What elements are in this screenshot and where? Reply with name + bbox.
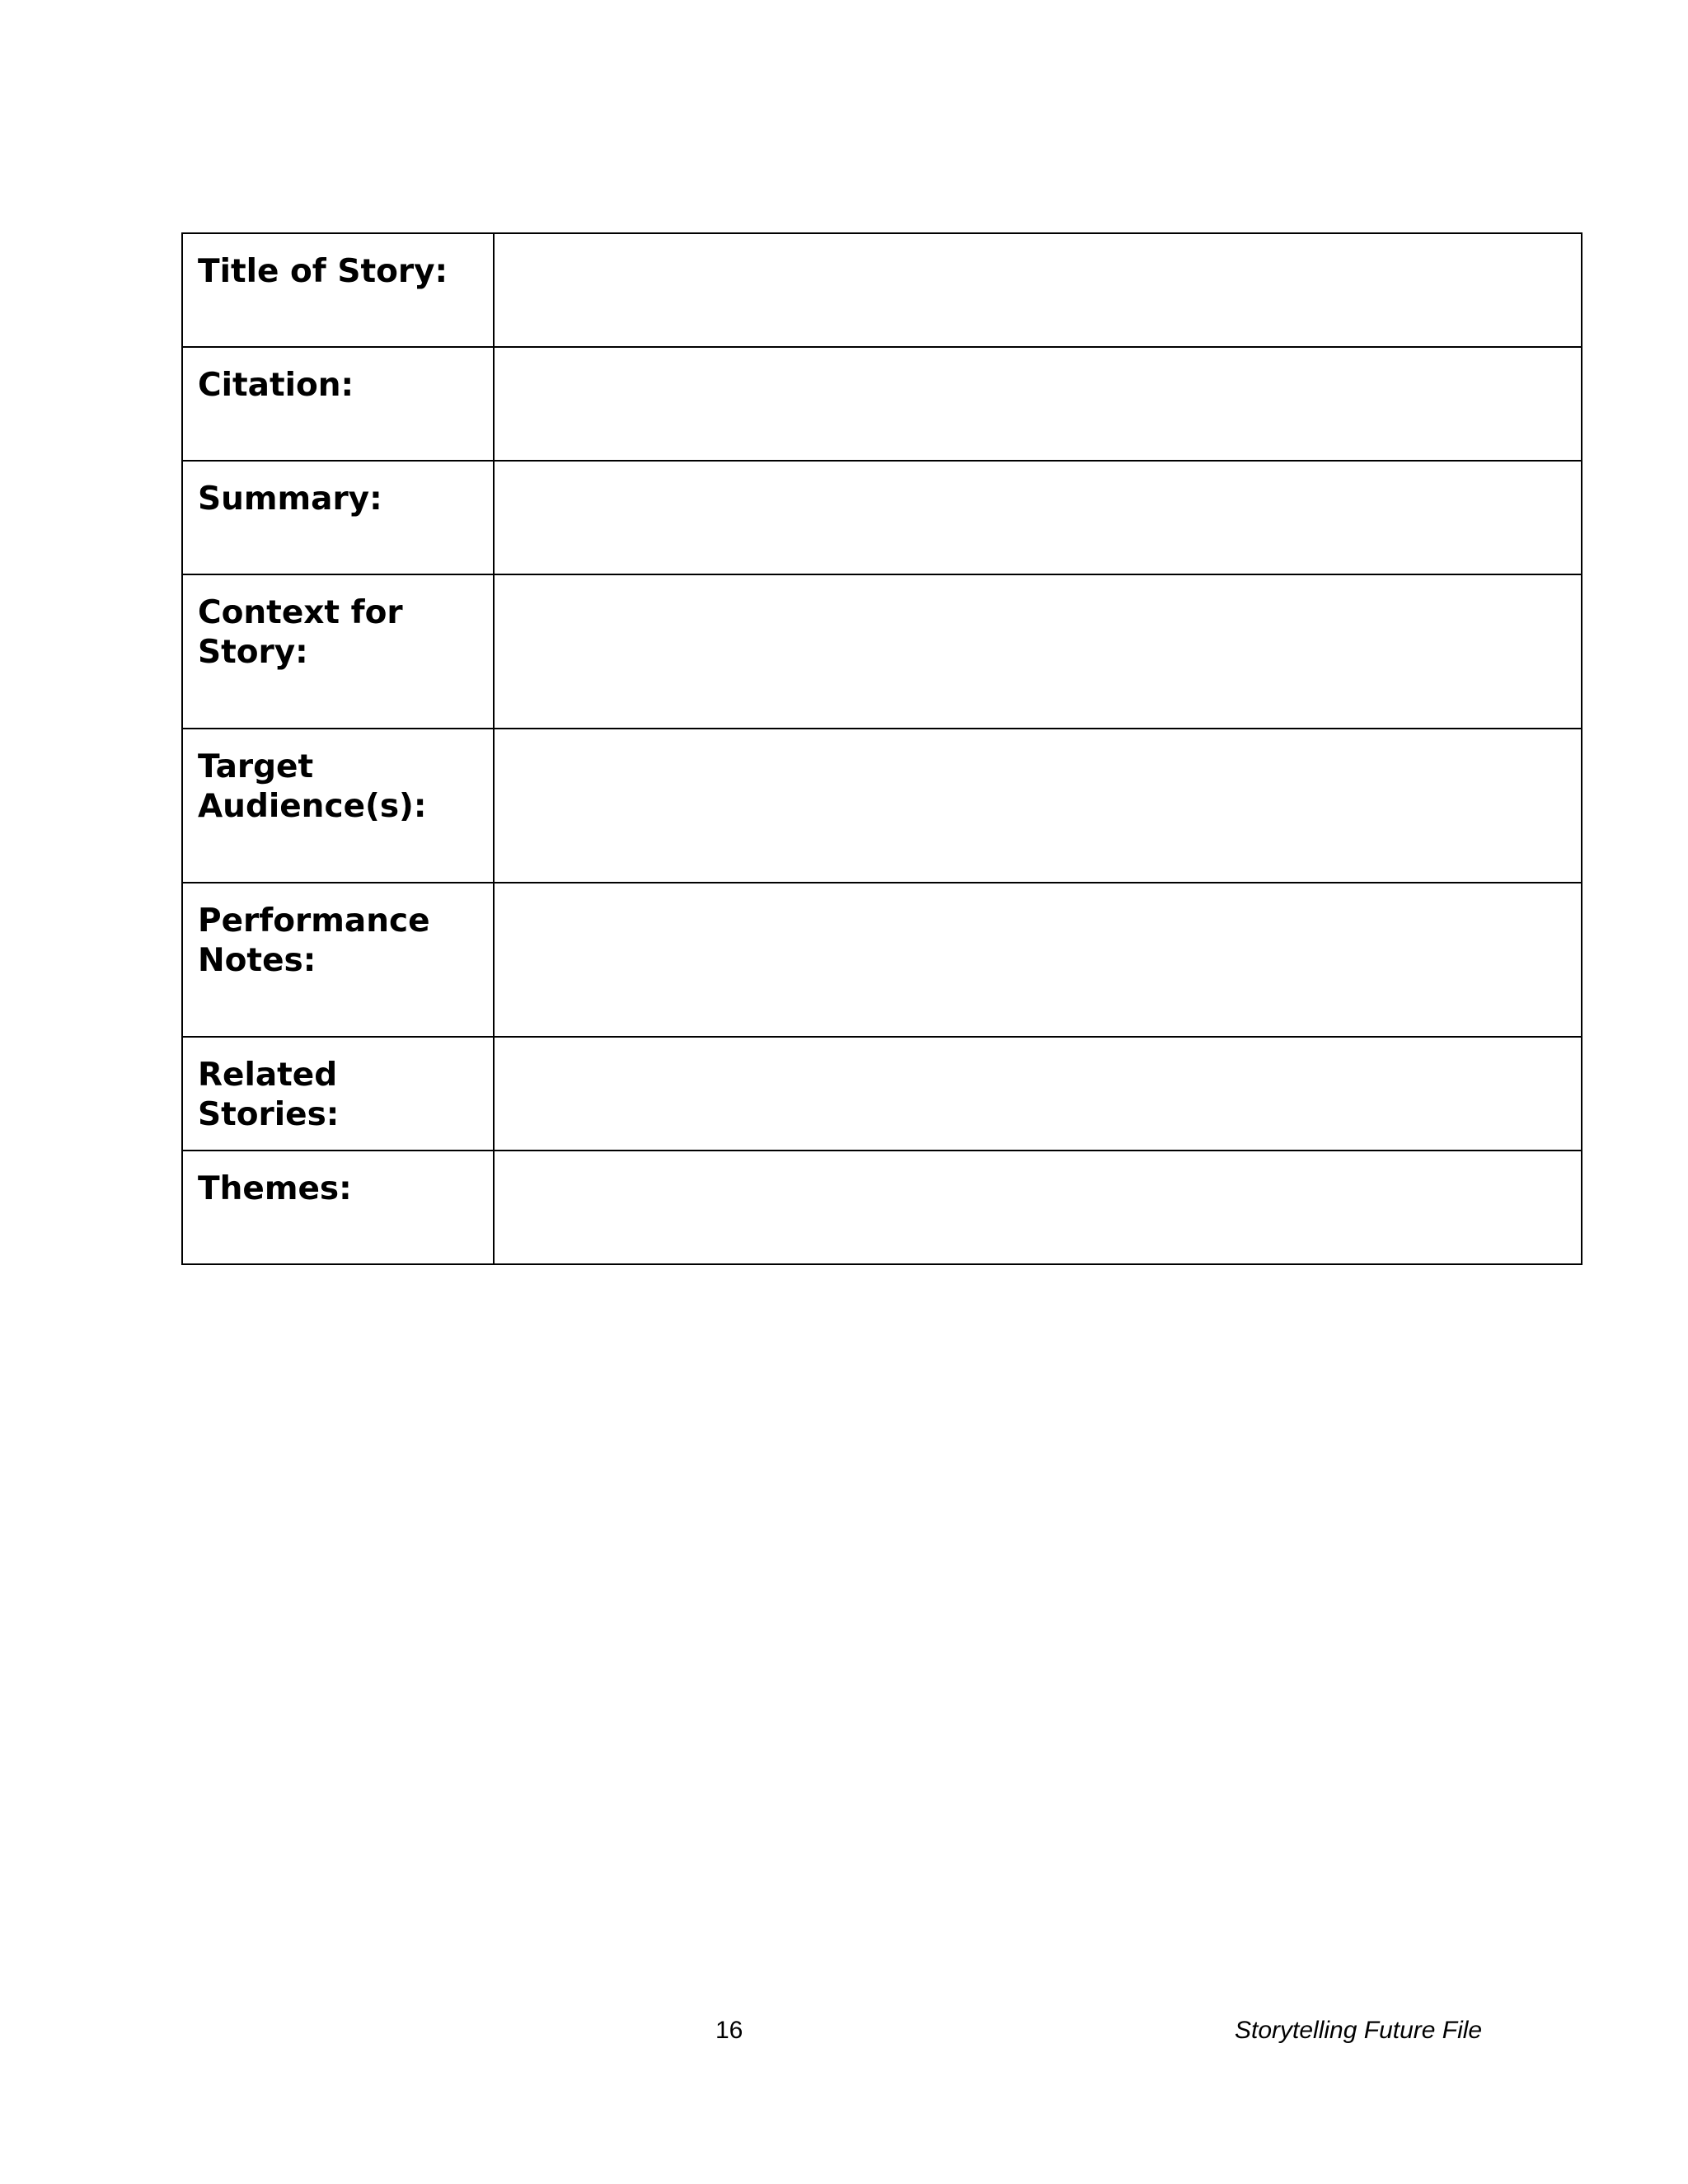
target-audience-label: Target Audience(s): (182, 729, 494, 883)
themes-label: Themes: (182, 1151, 494, 1264)
form-row-themes (182, 1151, 1582, 1264)
form-row-summary (182, 461, 1582, 574)
context-for-story-label: Context for Story: (182, 574, 494, 729)
page-number: 16 (715, 2017, 743, 2044)
title-of-story-label: Title of Story: (182, 233, 494, 347)
form-row-related (182, 1037, 1582, 1151)
footer-document-title: Storytelling Future File (1235, 2017, 1483, 2044)
themes-field[interactable] (494, 1151, 1582, 1264)
story-record-form (181, 232, 1582, 1265)
form-row-title (182, 233, 1582, 347)
form-row-performance (182, 883, 1582, 1037)
title-of-story-field[interactable] (494, 233, 1582, 347)
form-row-context (182, 574, 1582, 729)
summary-label: Summary: (182, 461, 494, 574)
performance-notes-label: Performance Notes: (182, 883, 494, 1037)
related-stories-field[interactable] (494, 1037, 1582, 1151)
target-audience-field[interactable] (494, 729, 1582, 883)
form-row-citation (182, 347, 1582, 461)
context-for-story-field[interactable] (494, 574, 1582, 729)
citation-label: Citation: (182, 347, 494, 461)
citation-field[interactable] (494, 347, 1582, 461)
related-stories-label: Related Stories: (182, 1037, 494, 1151)
form-row-audience (182, 729, 1582, 883)
summary-field[interactable] (494, 461, 1582, 574)
performance-notes-field[interactable] (494, 883, 1582, 1037)
